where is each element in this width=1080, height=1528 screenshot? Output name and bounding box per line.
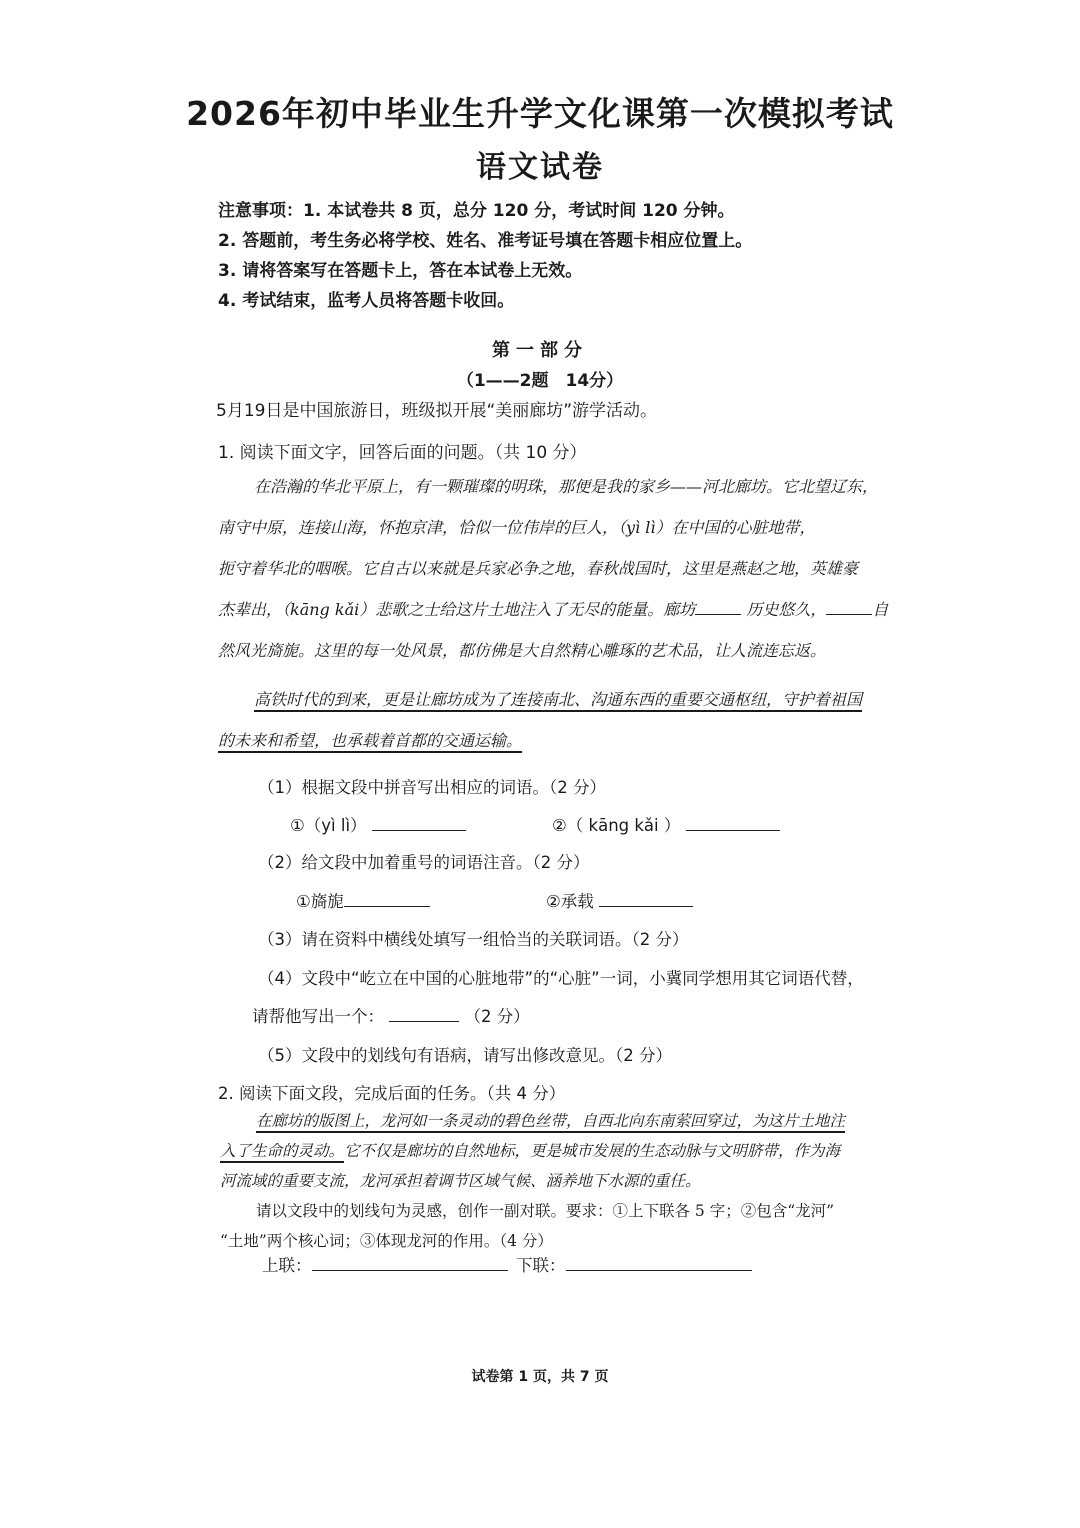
answer-blank[interactable] (372, 812, 466, 831)
passage-line-underlined (218, 720, 956, 761)
couplet-upper-label: 上联： (262, 1256, 312, 1275)
note-3: 3. 请将答案写在答题卡上，答在本试卷上无效。 (218, 261, 583, 281)
answer-blank[interactable] (389, 1003, 459, 1022)
answer-1-a (290, 812, 466, 836)
passage-line: 在浩瀚的华北平原上，有一颗璀璨的明珠，那便是我的家乡——河北廊坊。它北望辽东， (254, 477, 879, 496)
question-2-heading: 2. 阅读下面文段，完成后面的任务。（共 4 分） (218, 1084, 566, 1103)
answer-blank[interactable] (599, 888, 693, 907)
conjunction-blank-1 (695, 596, 741, 615)
couplet-upper-blank[interactable] (312, 1252, 508, 1271)
passage-segment: 杰辈出，（kāng kǎi）悲歌之士给这片土地注入了无尽的能量。廊坊 (218, 600, 696, 619)
passage-segment: 自 (872, 600, 889, 619)
couplet-upper (262, 1252, 508, 1276)
sub-question-3: （3）请在资料中横线处填写一组恰当的关联词语。（2 分） (258, 930, 689, 949)
answer-blank[interactable] (344, 888, 430, 907)
couplet-lower-blank[interactable] (566, 1252, 752, 1271)
part-subtitle: （1——2题 14分） (456, 371, 624, 391)
note-2: 2. 答题前，考生务必将学校、姓名、准考证号填在答题卡相应位置上。 (218, 231, 753, 251)
notes-section (218, 196, 978, 316)
note-1: 注意事项：1. 本试卷共 8 页，总分 120 分，考试时间 120 分钟。 (218, 201, 735, 221)
underlined-sentence: 在廊坊的版图上，龙河如一条灵动的碧色丝带，自西北向东南萦回穿过，为这片土地注 (256, 1112, 846, 1130)
sub-question-4-line-2 (252, 1003, 530, 1027)
sub-question-2: （2）给文段中加着重号的词语注音。（2 分） (258, 853, 590, 872)
passage-line (220, 1136, 960, 1166)
passage-segment: 它不仅是廊坊的自然地标，更是城市发展的生态动脉与文明脐带，作为海 (344, 1142, 841, 1160)
page-footer: 试卷第 1 页，共 7 页 (471, 1369, 609, 1385)
task-line: 请以文段中的划线句为灵感，创作一副对联。要求：①上下联各 5 字；②包含“龙河” (256, 1202, 835, 1220)
answer-label: ②承载 (546, 892, 594, 911)
exam-title: 2026年初中毕业生升学文化课第一次模拟考试 (186, 94, 894, 133)
answer-2-b (546, 888, 693, 912)
passage-line (218, 589, 956, 630)
underlined-sentence: 的未来和希望，也承载着首都的交通运输。 (218, 731, 523, 750)
question-1-heading: 1. 阅读下面文字，回答后面的问题。（共 10 分） (218, 443, 587, 463)
underlined-sentence: 高铁时代的到来，更是让廊坊成为了连接南北、沟通东西的重要交通枢纽，守护着祖国 (254, 690, 863, 709)
answer-2-a (296, 888, 430, 912)
passage-line: 扼守着华北的咽喉。它自古以来就是兵家必争之地，春秋战国时，这里是燕赵之地，英雄豪 (218, 559, 859, 578)
sub-question-1: （1）根据文段中拼音写出相应的词语。（2 分） (258, 778, 606, 797)
couplet-lower (516, 1252, 752, 1276)
answer-label: ②（ kāng kǎi ） (552, 816, 681, 835)
answer-blank[interactable] (686, 812, 780, 831)
conjunction-blank-2 (826, 596, 872, 615)
question-2-passage (220, 1106, 960, 1256)
passage-line: 南守中原，连接山海，怀抱京津，恰似一位伟岸的巨人，（yì lì）在中国的心脏地带， (218, 518, 816, 537)
couplet-lower-label: 下联： (516, 1256, 566, 1275)
activity-intro: 5月19日是中国旅游日，班级拟开展“美丽廊坊”游学活动。 (216, 401, 658, 421)
exam-subtitle: 语文试卷 (476, 150, 604, 185)
question-1-passage (218, 466, 956, 761)
sub-question-4: （4）文段中“屹立在中国的心脏地带”的“心脏”一词，小冀同学想用其它词语代替， (258, 969, 864, 988)
passage-line-underlined (220, 1106, 960, 1136)
passage-line: 然风光旖旎。这里的每一处风景，都仿佛是大自然精心雕琢的艺术品，让人流连忘返。 (218, 641, 827, 660)
answer-1-b (552, 812, 780, 836)
underlined-sentence: 入了生命的灵动。 (220, 1142, 345, 1160)
sub-question-5: （5）文段中的划线句有语病，请写出修改意见。（2 分） (258, 1046, 672, 1065)
passage-segment: 历史悠久， (746, 600, 827, 619)
passage-line: 河流域的重要支流，龙河承担着调节区域气候、涵养地下水源的重任。 (220, 1172, 701, 1190)
note-4: 4. 考试结束，监考人员将答题卡收回。 (218, 291, 515, 311)
answer-label: ①旖旎 (296, 892, 344, 911)
answer-label: ①（yì lì） (290, 816, 367, 835)
task-line: “土地”两个核心词；③体现龙河的作用。（4 分） (220, 1232, 553, 1250)
part-title: 第一部分 (492, 340, 588, 361)
passage-line-underlined (218, 679, 956, 720)
sub-question-4-prompt: 请帮他写出一个： (252, 1007, 384, 1026)
sub-question-4-score: （2 分） (464, 1007, 530, 1026)
